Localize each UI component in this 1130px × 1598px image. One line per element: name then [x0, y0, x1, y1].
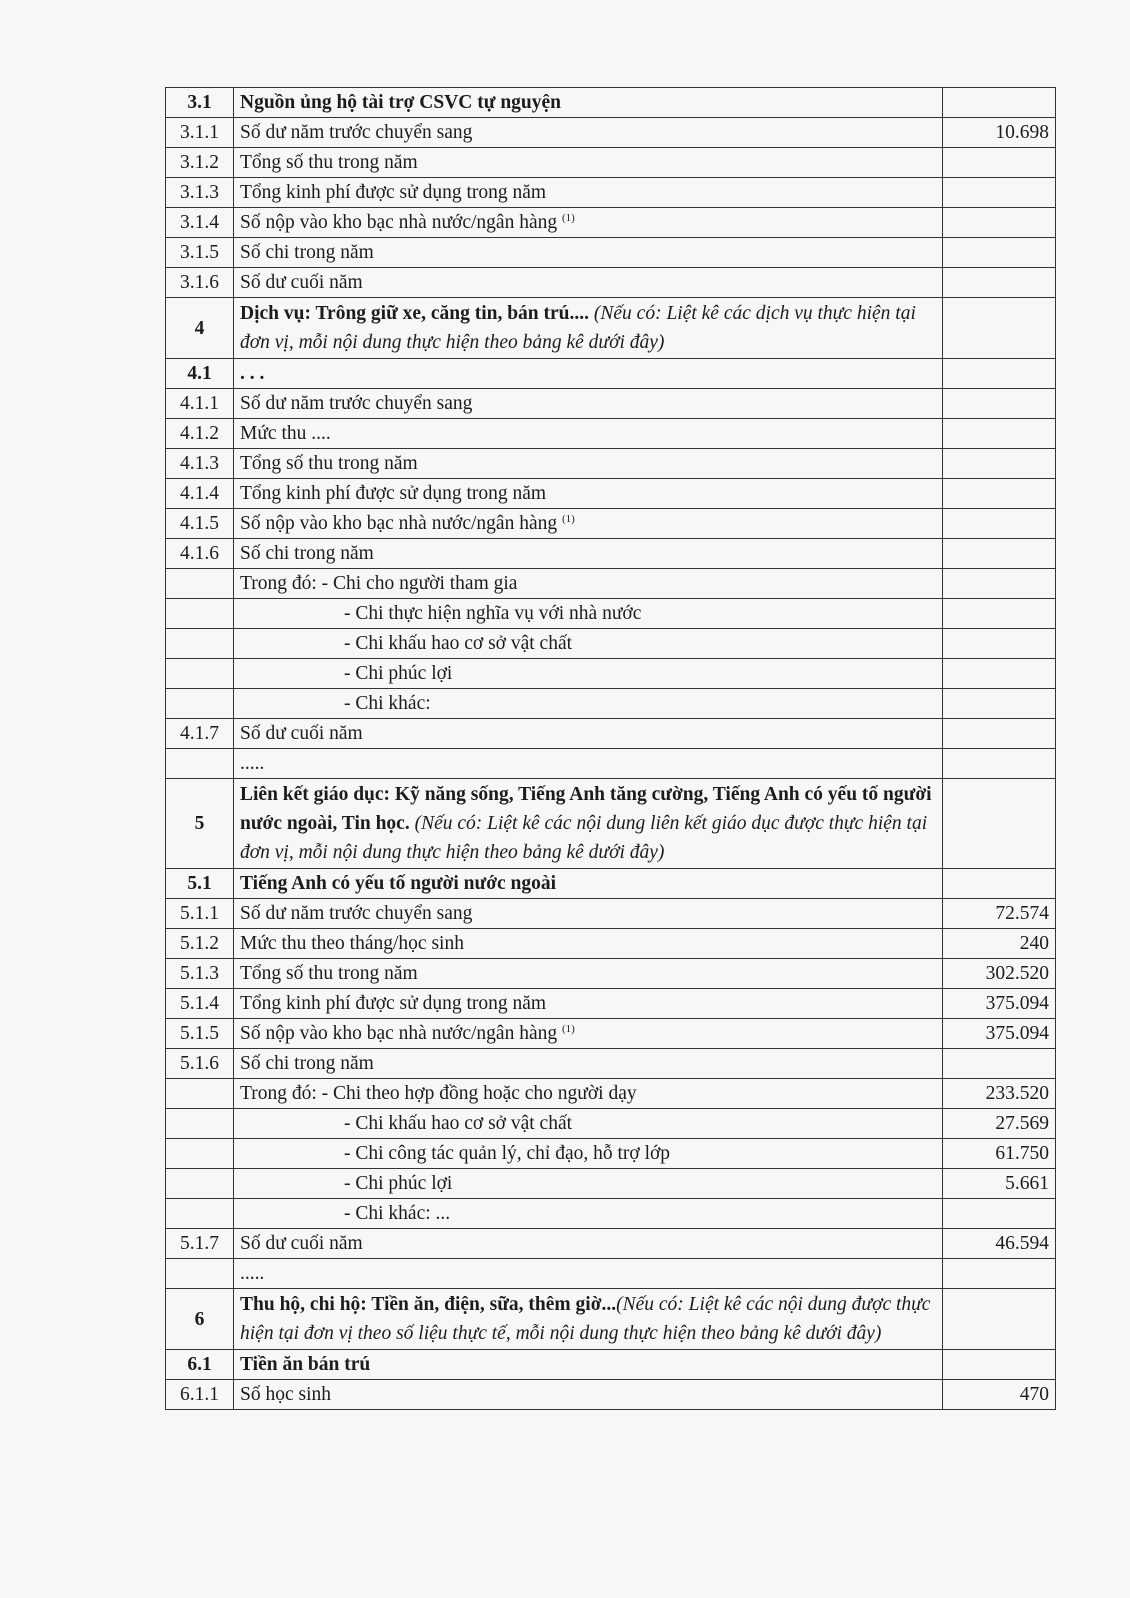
row-label: [234, 479, 943, 509]
row-value: [943, 449, 1056, 479]
label-text: Tổng kinh phí được sử dụng trong năm: [240, 993, 547, 1014]
row-number: 4.1.1: [166, 389, 234, 419]
label-text: Dịch vụ: Trông giữ xe, căng tin, bán trú....: [240, 303, 590, 324]
note-text: (Nếu có: Liệt kê các nội dung liên kết giáo dục được thực hiện tại đơn vị, mỗi nội dung thực hiện theo bảng kê dưới đây): [240, 813, 928, 863]
row-value: [943, 1259, 1056, 1289]
table-row: [166, 419, 1056, 449]
row-label: [234, 779, 943, 869]
row-value: [943, 148, 1056, 178]
label-text: Nguồn ủng hộ tài trợ CSVC tự nguyện: [240, 92, 562, 113]
table-row: [166, 689, 1056, 719]
label-text: Số dư năm trước chuyển sang: [240, 122, 473, 143]
row-value: [943, 208, 1056, 238]
row-label: [234, 298, 943, 359]
row-number: [166, 629, 234, 659]
table-row: [166, 1049, 1056, 1079]
row-value: [943, 479, 1056, 509]
row-number: 4.1: [166, 359, 234, 389]
footnote-marker: (1): [561, 212, 575, 224]
row-label: [234, 599, 943, 629]
table-row: [166, 569, 1056, 599]
table-row: [166, 88, 1056, 118]
row-number: 3.1.3: [166, 178, 234, 208]
table-row: [166, 599, 1056, 629]
row-label: [234, 1259, 943, 1289]
row-label: [234, 539, 943, 569]
table-row: [166, 1139, 1056, 1169]
label-text: Mức thu ....: [240, 423, 331, 444]
table-row: [166, 629, 1056, 659]
row-label: [234, 178, 943, 208]
table-row: [166, 359, 1056, 389]
row-number: [166, 569, 234, 599]
row-value: [943, 719, 1056, 749]
label-text: Số dư năm trước chuyển sang: [240, 393, 473, 414]
label-text: Tiền ăn bán trú: [240, 1354, 371, 1375]
row-label: [234, 659, 943, 689]
row-label: [234, 1019, 943, 1049]
row-label: [234, 389, 943, 419]
row-label: [234, 569, 943, 599]
table-row: [166, 449, 1056, 479]
note-text: (Nếu có: Liệt kê các dịch vụ thực hiện tại đơn vị, mỗi nội dung thực hiện theo bảng kê dưới đây): [240, 303, 916, 353]
row-value: [943, 238, 1056, 268]
row-number: [166, 689, 234, 719]
table-row: [166, 148, 1056, 178]
table-row: [166, 1079, 1056, 1109]
row-value: 27.569: [943, 1109, 1056, 1139]
label-text: - Chi thực hiện nghĩa vụ với nhà nước: [344, 603, 642, 624]
row-label: [234, 689, 943, 719]
row-value: 72.574: [943, 899, 1056, 929]
label-text: Tổng kinh phí được sử dụng trong năm: [240, 483, 547, 504]
table-row: [166, 539, 1056, 569]
table-row: [166, 1289, 1056, 1350]
row-label: [234, 929, 943, 959]
row-number: 5.1.1: [166, 899, 234, 929]
row-number: 5.1.3: [166, 959, 234, 989]
label-text: Thu hộ, chi hộ: Tiền ăn, điện, sữa, thêm giờ...: [240, 1294, 617, 1315]
row-number: 4.1.7: [166, 719, 234, 749]
row-value: [943, 569, 1056, 599]
row-number: 3.1.5: [166, 238, 234, 268]
table-row: [166, 1169, 1056, 1199]
row-value: 10.698: [943, 118, 1056, 148]
row-value: [943, 659, 1056, 689]
label-text: Số dư cuối năm: [240, 272, 363, 293]
row-value: [943, 1049, 1056, 1079]
label-text: - Chi khấu hao cơ sở vật chất: [344, 1113, 573, 1134]
label-text: - Chi khác: ...: [344, 1203, 451, 1224]
row-number: 3.1: [166, 88, 234, 118]
row-label: [234, 148, 943, 178]
row-value: 233.520: [943, 1079, 1056, 1109]
row-value: [943, 869, 1056, 899]
row-number: 4: [166, 298, 234, 359]
row-label: [234, 869, 943, 899]
row-label: [234, 88, 943, 118]
label-text: Số nộp vào kho bạc nhà nước/ngân hàng: [240, 212, 558, 233]
table-row: [166, 869, 1056, 899]
row-number: 4.1.5: [166, 509, 234, 539]
row-label: [234, 359, 943, 389]
label-text: Số chi trong năm: [240, 242, 374, 263]
row-value: [943, 88, 1056, 118]
row-label: [234, 449, 943, 479]
table-row: [166, 298, 1056, 359]
row-number: 5.1.2: [166, 929, 234, 959]
row-label: [234, 899, 943, 929]
row-label: [234, 1289, 943, 1350]
label-text: - Chi khác:: [344, 693, 431, 714]
table-row: [166, 178, 1056, 208]
label-text: Tổng số thu trong năm: [240, 152, 418, 173]
table-row: [166, 659, 1056, 689]
table-row: [166, 509, 1056, 539]
table-row: [166, 1229, 1056, 1259]
row-number: [166, 1169, 234, 1199]
label-text: Liên kết giáo dục: Kỹ năng sống, Tiếng Anh tăng cường, Tiếng Anh có yếu tố người nước ngoài, Tin học.: [240, 784, 932, 834]
row-value: [943, 509, 1056, 539]
row-value: [943, 1289, 1056, 1350]
label-text: .....: [240, 1263, 265, 1284]
table-row: [166, 118, 1056, 148]
row-number: [166, 659, 234, 689]
financial-report-table: [165, 87, 1056, 1410]
row-value: [943, 539, 1056, 569]
row-label: [234, 1199, 943, 1229]
row-number: 4.1.2: [166, 419, 234, 449]
row-value: [943, 389, 1056, 419]
row-number: 5.1.5: [166, 1019, 234, 1049]
row-number: 3.1.2: [166, 148, 234, 178]
row-value: [943, 749, 1056, 779]
row-label: [234, 1169, 943, 1199]
row-label: [234, 1229, 943, 1259]
row-value: [943, 298, 1056, 359]
label-text: Số dư năm trước chuyển sang: [240, 903, 473, 924]
row-label: [234, 959, 943, 989]
label-text: - Chi phúc lợi: [344, 663, 453, 684]
row-label: [234, 1350, 943, 1380]
row-value: [943, 359, 1056, 389]
row-label: [234, 1079, 943, 1109]
label-text: Số nộp vào kho bạc nhà nước/ngân hàng: [240, 1023, 558, 1044]
label-text: Số chi trong năm: [240, 543, 374, 564]
footnote-marker: (1): [561, 513, 575, 525]
label-text: Tổng số thu trong năm: [240, 453, 418, 474]
row-value: 5.661: [943, 1169, 1056, 1199]
row-label: [234, 989, 943, 1019]
row-number: 4.1.3: [166, 449, 234, 479]
row-value: [943, 178, 1056, 208]
row-number: [166, 599, 234, 629]
label-text: Tổng kinh phí được sử dụng trong năm: [240, 182, 547, 203]
table-row: [166, 208, 1056, 238]
table-row: [166, 1380, 1056, 1410]
row-number: 5.1: [166, 869, 234, 899]
row-value: [943, 779, 1056, 869]
row-number: [166, 1199, 234, 1229]
row-number: 5.1.4: [166, 989, 234, 1019]
label-text: Tổng số thu trong năm: [240, 963, 418, 984]
row-label: [234, 118, 943, 148]
table-row: [166, 749, 1056, 779]
row-number: 5: [166, 779, 234, 869]
row-number: 6.1.1: [166, 1380, 234, 1410]
table-row: [166, 719, 1056, 749]
row-value: [943, 419, 1056, 449]
table-row: [166, 1109, 1056, 1139]
row-value: [943, 1199, 1056, 1229]
row-number: [166, 1109, 234, 1139]
label-text: - Chi phúc lợi: [344, 1173, 453, 1194]
row-label: [234, 629, 943, 659]
row-number: 3.1.1: [166, 118, 234, 148]
label-text: Số chi trong năm: [240, 1053, 374, 1074]
row-value: [943, 268, 1056, 298]
table-row: [166, 989, 1056, 1019]
row-number: 5.1.6: [166, 1049, 234, 1079]
row-value: 61.750: [943, 1139, 1056, 1169]
label-text: - Chi công tác quản lý, chỉ đạo, hỗ trợ lớp: [344, 1143, 671, 1164]
label-text: Số dư cuối năm: [240, 1233, 363, 1254]
row-value: 470: [943, 1380, 1056, 1410]
row-label: [234, 749, 943, 779]
label-text: Số học sinh: [240, 1384, 332, 1405]
row-number: [166, 1259, 234, 1289]
label-text: Mức thu theo tháng/học sinh: [240, 933, 464, 954]
row-label: [234, 238, 943, 268]
label-text: Số nộp vào kho bạc nhà nước/ngân hàng: [240, 513, 558, 534]
table-row: [166, 1199, 1056, 1229]
row-label: [234, 208, 943, 238]
row-label: [234, 719, 943, 749]
label-text: .....: [240, 753, 265, 774]
row-label: [234, 1049, 943, 1079]
row-value: 375.094: [943, 989, 1056, 1019]
label-text: Số dư cuối năm: [240, 723, 363, 744]
table-row: [166, 1019, 1056, 1049]
row-number: 4.1.4: [166, 479, 234, 509]
row-label: [234, 1109, 943, 1139]
row-value: [943, 599, 1056, 629]
table-row: [166, 929, 1056, 959]
row-number: 6.1: [166, 1350, 234, 1380]
row-number: 6: [166, 1289, 234, 1350]
row-value: 375.094: [943, 1019, 1056, 1049]
label-text: - Chi khấu hao cơ sở vật chất: [344, 633, 573, 654]
row-value: 46.594: [943, 1229, 1056, 1259]
row-number: [166, 1139, 234, 1169]
table-row: [166, 1259, 1056, 1289]
table-row: [166, 899, 1056, 929]
row-value: [943, 629, 1056, 659]
row-number: 3.1.4: [166, 208, 234, 238]
row-label: [234, 419, 943, 449]
table-row: [166, 1350, 1056, 1380]
table-row: [166, 479, 1056, 509]
label-text: Trong đó: - Chi cho người tham gia: [240, 573, 518, 594]
label-text: Tiếng Anh có yếu tố người nước ngoài: [240, 873, 557, 894]
table-row: [166, 389, 1056, 419]
row-label: [234, 1139, 943, 1169]
table-row: [166, 268, 1056, 298]
row-number: [166, 1079, 234, 1109]
row-label: [234, 509, 943, 539]
label-text: Trong đó: - Chi theo hợp đồng hoặc cho người dạy: [240, 1083, 637, 1104]
row-number: 3.1.6: [166, 268, 234, 298]
row-number: [166, 749, 234, 779]
row-value: 240: [943, 929, 1056, 959]
row-label: [234, 1380, 943, 1410]
row-label: [234, 268, 943, 298]
row-value: 302.520: [943, 959, 1056, 989]
row-value: [943, 1350, 1056, 1380]
footnote-marker: (1): [561, 1023, 575, 1035]
row-value: [943, 689, 1056, 719]
table-row: [166, 959, 1056, 989]
table-row: [166, 779, 1056, 869]
row-number: 4.1.6: [166, 539, 234, 569]
table-row: [166, 238, 1056, 268]
label-text: . . .: [240, 363, 265, 384]
row-number: 5.1.7: [166, 1229, 234, 1259]
note-text: (Nếu có: Liệt kê các nội dung được thực hiện tại đơn vị theo số liệu thực tế, mỗi nội dung thực hiện theo bảng kê dưới đây): [240, 1294, 931, 1344]
